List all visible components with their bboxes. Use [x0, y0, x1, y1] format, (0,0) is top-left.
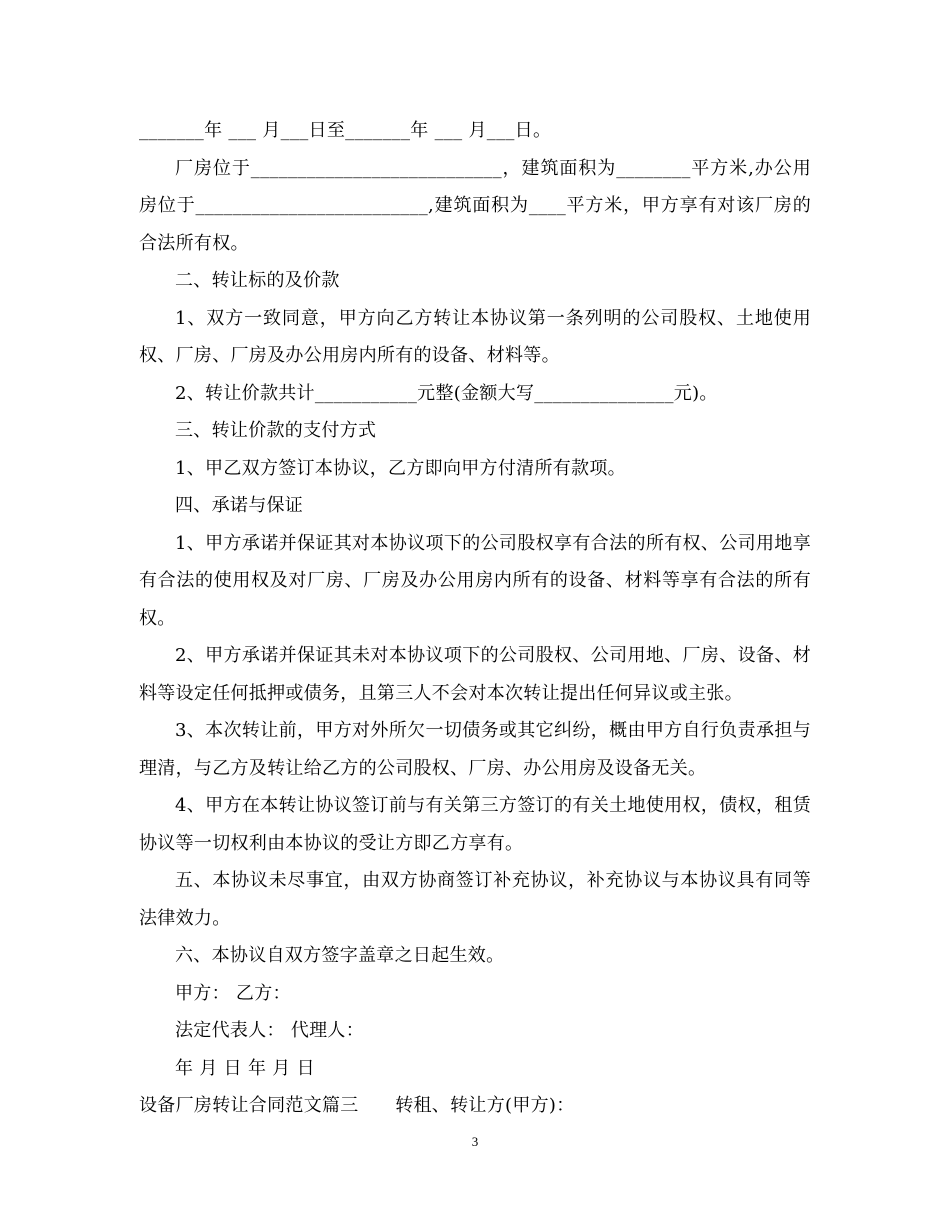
paragraph-transfer-agreement: 1、双方一致同意，甲方向乙方转让本协议第一条列明的公司股权、土地使用权、厂房、厂房及办公用房内所有的设备、材料等。: [139, 307, 811, 366]
paragraph-lease-period: _______年 ___ 月___日至_______年 ___ 月___日。: [139, 120, 552, 141]
closing-line-next-section: 设备厂房转让合同范文篇三 转租、转让方(甲方)：: [139, 1095, 575, 1116]
paragraph-warranty-4: 4、甲方在本转让协议签订前与有关第三方签订的有关土地使用权，债权，租赁协议等一切权利由本协议的受让方即乙方享有。: [139, 795, 811, 854]
paragraph-warranty-1: 1、甲方承诺并保证其对本协议项下的公司股权享有合法的所有权、公司用地享有合法的使用权及对厂房、厂房及办公用房内所有的设备、材料等享有合法的所有权。: [139, 532, 811, 629]
heading-transfer-subject-price: 二、转让标的及价款: [175, 270, 340, 291]
heading-payment-method: 三、转让价款的支付方式: [175, 420, 377, 441]
paragraph-payment-terms: 1、甲乙双方签订本协议，乙方即向甲方付清所有款项。: [175, 457, 626, 479]
paragraph-transfer-price: 2、转让价款共计___________元整(金额大写_______________元)。: [175, 382, 718, 404]
signature-parties: 甲方： 乙方：: [175, 982, 291, 1004]
signature-representatives: 法定代表人： 代理人：: [175, 1020, 365, 1041]
paragraph-effective-date: 六、本协议自双方签字盖章之日起生效。: [175, 945, 505, 966]
paragraph-warranty-3: 3、本次转让前，甲方对外所欠一切债务或其它纠纷，概由甲方自行负责承担与理清，与乙方及转让给乙方的公司股权、厂房、办公用房及设备无关。: [139, 720, 811, 779]
paragraph-warranty-2: 2、甲方承诺并保证其未对本协议项下的公司股权、公司用地、厂房、设备、材料等设定任何抵押或债务，且第三人不会对本次转让提出任何异议或主张。: [139, 645, 811, 704]
contract-body: [139, 112, 811, 1125]
paragraph-property-location: 厂房位于___________________________，建筑面积为________平方米,办公用房位于_________________________,建筑面积为____平方米，甲方享有对该厂房的合法所有权。: [139, 157, 811, 254]
paragraph-supplementary-agreement: 五、本协议未尽事宜，由双方协商签订补充协议，补充协议与本协议具有同等法律效力。: [139, 870, 811, 929]
page-number: 3: [471, 1134, 479, 1149]
signature-dates: 年 月 日 年 月 日: [175, 1057, 315, 1079]
heading-commitments-warranties: 四、承诺与保证: [175, 495, 304, 516]
